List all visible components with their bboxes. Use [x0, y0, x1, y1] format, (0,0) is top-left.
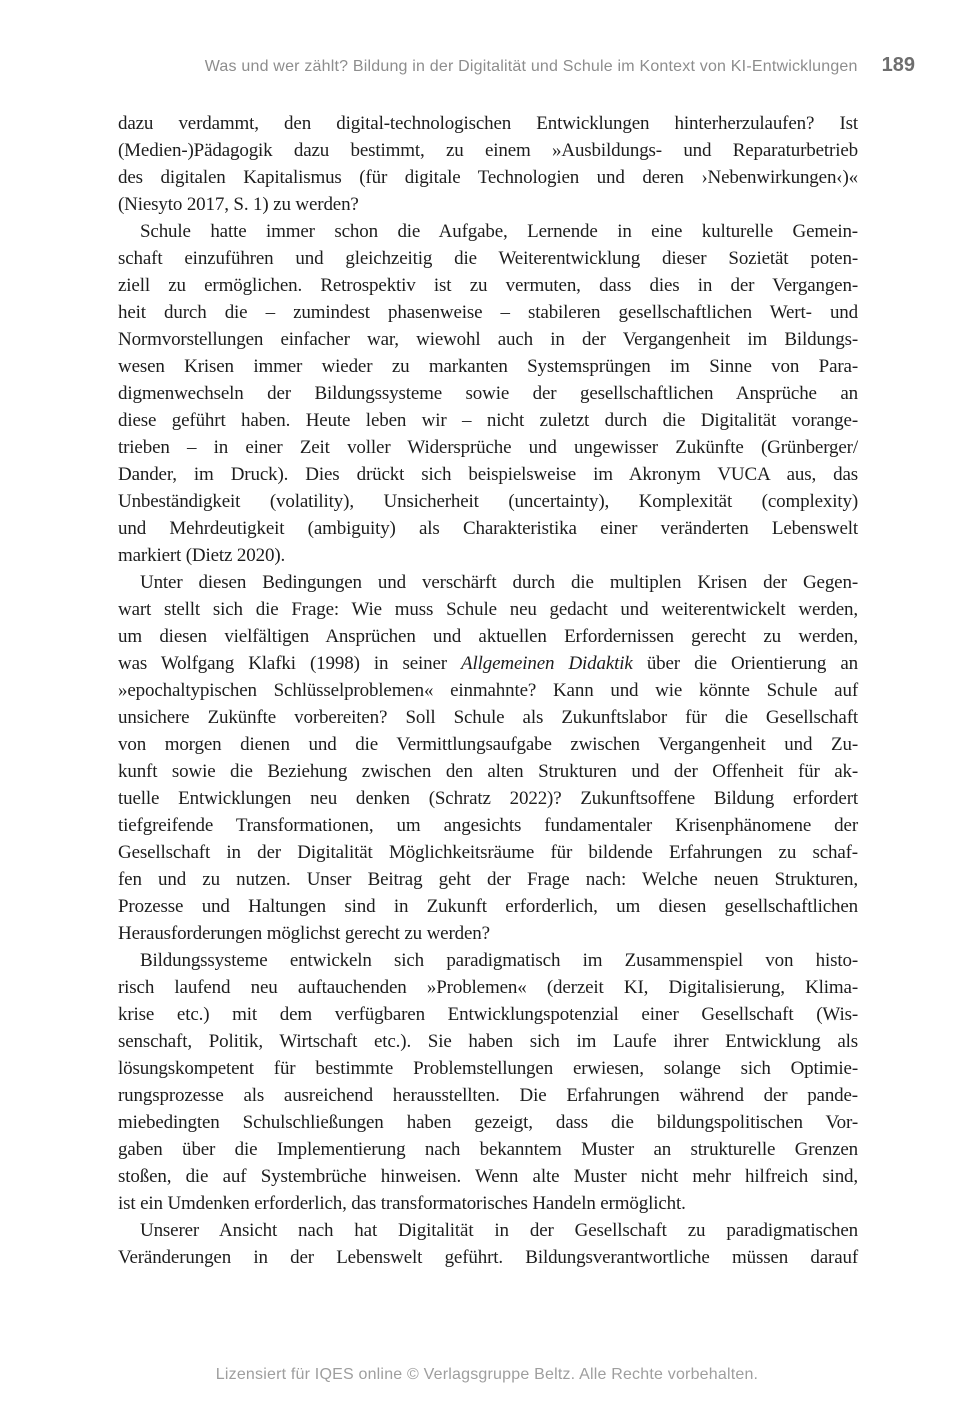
text-line: Normvorstellungen einfacher war, wiewohl auch in der Vergangenheit im Bildungs- [118, 329, 858, 350]
text-line: Veränderungen in der Lebenswelt geführt. Bildungsverantwortliche müssen darauf [118, 1247, 858, 1268]
body-text [118, 110, 858, 1271]
paragraph [118, 218, 858, 569]
text-line: ziell zu ermöglichen. Retrospektiv ist zu vermuten, dass dies in der Vergangen- [118, 275, 858, 296]
text-line: Herausforderungen möglichst gerecht zu werden? [118, 923, 490, 944]
text-line: Gesellschaft in der Digitalität Möglichkeitsräume für bildende Erfahrungen zu schaf- [118, 842, 858, 863]
text-line: Unserer Ansicht nach hat Digitalität in der Gesellschaft zu paradigmatischen [140, 1220, 858, 1241]
text-line: gaben über die Implementierung nach bekanntem Muster an strukturelle Grenzen [118, 1139, 858, 1160]
text-line: von morgen dienen und die Vermittlungsaufgabe zwischen Vergangenheit und Zu- [118, 734, 858, 755]
text-line: wart stellt sich die Frage: Wie muss Schule neu gedacht und weiterentwickelt werden, [118, 599, 858, 620]
text-line: (Niesyto 2017, S. 1) zu werden? [118, 194, 359, 215]
page-footer [0, 1366, 974, 1384]
text-line: stoßen, die auf Systembrüche hinweisen. Wenn alte Muster nicht mehr hilfreich sind, [118, 1166, 858, 1187]
text-line: dazu verdammt, den digital-technologischen Entwicklungen hinterherzulaufen? Ist [118, 113, 858, 134]
paragraph [118, 110, 858, 218]
text-line: lösungskompetent für bestimmte Problemstellungen erwiesen, solange sich Optimie- [118, 1058, 858, 1079]
text-line: wesen Krisen immer wieder zu markanten Systemsprüngen im Sinne von Para- [118, 356, 858, 377]
text-line: fen und zu nutzen. Unser Beitrag geht der Frage nach: Welche neuen Strukturen, [118, 869, 858, 890]
text-line: »epochaltypischen Schlüsselproblemen« einmahnte? Kann und wie könnte Schule auf [118, 680, 858, 701]
text-line: heit durch die – zumindest phasenweise – stabileren gesellschaftlichen Wert- und [118, 302, 858, 323]
license-text: Lizensiert für IQES online © Verlagsgruppe Beltz. Alle Rechte vorbehalten. [215, 1366, 759, 1383]
paragraph [118, 947, 858, 1217]
text-line: trieben – in einer Zeit voller Widersprüche und ungewisser Zukünfte (Grünberger/ [118, 437, 858, 458]
text-line: Dander, im Druck). Dies drückt sich beispielsweise im Akronym VUCA aus, das [118, 464, 858, 485]
text-line: um diesen vielfältigen Ansprüchen und aktuellen Erfordernissen gerecht zu werden, [118, 626, 858, 647]
text-line: kunft sowie die Beziehung zwischen den alten Strukturen und der Offenheit für ak- [118, 761, 858, 782]
paragraph [118, 569, 858, 947]
text-line: des digitalen Kapitalismus (für digitale Technologien und deren ›Nebenwirkungen‹)« [118, 167, 858, 188]
text-line: Prozesse und Haltungen sind in Zukunft erforderlich, um diesen gesellschaftlichen [118, 896, 858, 917]
text-line: digmenwechseln der Bildungssysteme sowie der gesellschaftlichen Ansprüche an [118, 383, 858, 404]
running-head-title: Was und wer zählt? Bildung in der Digitalität und Schule im Kontext von KI-Entwicklungen [204, 58, 858, 75]
text-line: krise etc.) mit dem verfügbaren Entwicklungspotenzial einer Gesellschaft (Wis- [118, 1004, 858, 1025]
text-line: ist ein Umdenken erforderlich, das transformatorisches Handeln ermöglicht. [118, 1193, 686, 1214]
text-line: tuelle Entwicklungen neu denken (Schratz 2022)? Zukunftsoffene Bildung erfordert [118, 788, 858, 809]
page-number: 189 [881, 54, 915, 76]
text-line: Unbeständigkeit (volatility), Unsicherheit (uncertainty), Komplexität (complexity) [118, 491, 858, 512]
text-line: Schule hatte immer schon die Aufgabe, Lernende in eine kulturelle Gemein- [140, 221, 858, 242]
text-line: (Medien-)Pädagogik dazu bestimmt, zu einem »Ausbildungs- und Reparaturbetrieb [118, 140, 858, 161]
text-line: risch laufend neu auftauchenden »Problemen« (derzeit KI, Digitalisierung, Klima- [118, 977, 858, 998]
text-line: markiert (Dietz 2020). [118, 545, 286, 566]
text-line: diese geführt haben. Heute leben wir – nicht zuletzt durch die Digitalität vorange- [118, 410, 858, 431]
text-line: miebedingten Schulschließungen haben gezeigt, dass die bildungspolitischen Vor- [118, 1112, 858, 1133]
text-line: schaft einzuführen und gleichzeitig die Weiterentwicklung dieser Sozietät poten- [118, 248, 858, 269]
paragraph [118, 1217, 858, 1271]
text-line: und Mehrdeutigkeit (ambiguity) als Charakteristika einer veränderten Lebenswelt [118, 518, 858, 539]
text-line: Unter diesen Bedingungen und verschärft durch die multiplen Krisen der Gegen- [140, 572, 858, 593]
text-line: senschaft, Politik, Wirtschaft etc.). Sie haben sich im Laufe ihrer Entwicklung als [118, 1031, 858, 1052]
text-line: tiefgreifende Transformationen, um angesichts fundamentaler Krisenphänomene der [118, 815, 858, 836]
text-line: was Wolfgang Klafki (1998) in seiner Allgemeinen Didaktik über die Orientierung an [118, 653, 858, 674]
page-header [118, 54, 915, 77]
text-line: unsichere Zukünfte vorbereiten? Soll Schule als Zukunftslabor für die Gesellschaft [118, 707, 858, 728]
text-line: rungsprozesse als ausreichend herausstellten. Die Erfahrungen während der pande- [118, 1085, 858, 1106]
text-line: Bildungssysteme entwickeln sich paradigmatisch im Zusammenspiel von histo- [140, 950, 858, 971]
